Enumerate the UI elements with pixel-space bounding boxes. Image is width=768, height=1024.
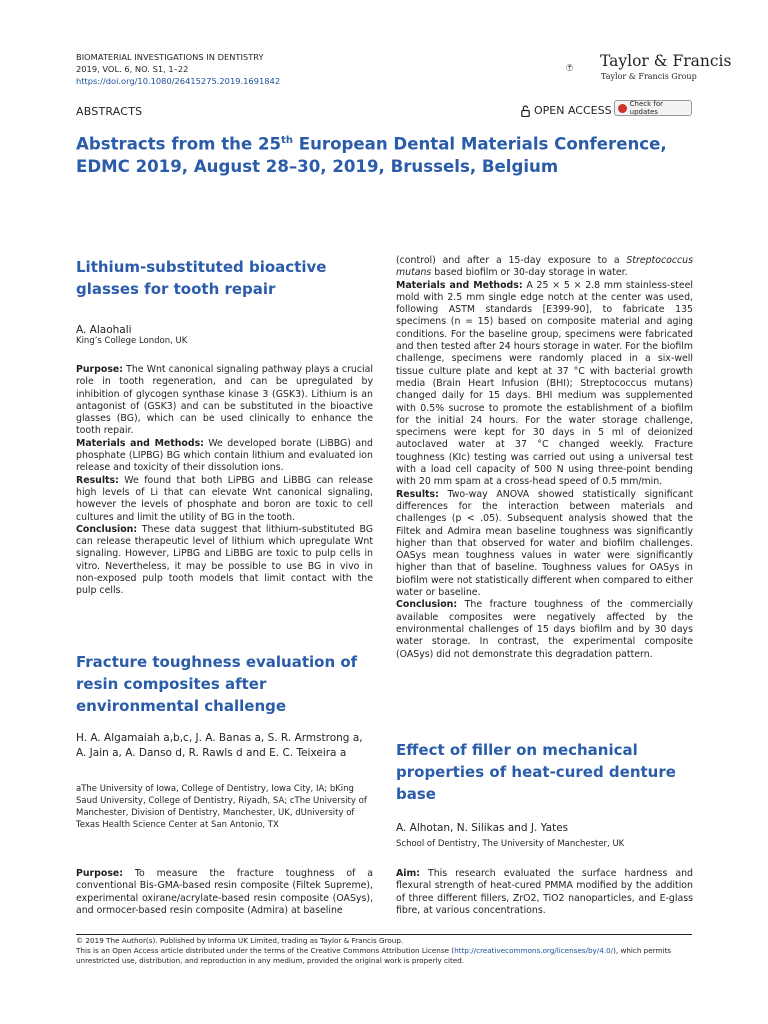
publisher-group: Taylor & Francis Group — [601, 72, 697, 81]
license-line — [76, 946, 692, 966]
results-label: Results: — [396, 488, 439, 500]
license-link[interactable]: http://creativecommons.org/licenses/by/4.0/ — [454, 946, 614, 955]
results-text: We found that both LiPBG and LiBBG can release high levels of Li that can elevate Wnt canonical signaling, however the levels of phosphate and boron are toxic to cell cultures and limit the utility of BG in the tooth. — [76, 474, 373, 523]
title-part2: European Dental Materials Conference, EDMC 2019, August 28–30, 2019, Brussels, Belgium — [76, 134, 667, 176]
journal-name: BIOMATERIAL INVESTIGATIONS IN DENTISTRY — [76, 52, 264, 62]
license-footer — [76, 936, 692, 966]
open-lock-icon — [521, 105, 530, 117]
methods-label: Materials and Methods: — [76, 437, 204, 449]
copyright-line: © 2019 The Author(s). Published by Informa UK Limited, trading as Taylor & Francis Group. — [76, 936, 404, 945]
purpose-cont-italic: Streptococcus mutans — [396, 255, 693, 279]
check-for-updates-label: Check for updates — [629, 100, 664, 116]
abstract1-title: Lithium-substituted bioactive glasses for tooth repair — [76, 258, 327, 298]
abstract2-body-start — [76, 868, 373, 917]
abstract3-affiliation: School of Dentistry, The University of Manchester, UK — [396, 839, 625, 849]
abstract2-authors: H. A. Algamaiah a,b,c, J. A. Banas a, S. R. Armstrong a, A. Jain a, A. Danso d, R. Rawls d and E. C. Teixeira a — [76, 732, 363, 759]
abstract2-title: Fracture toughness evaluation of resin composites after environmental challenge — [76, 653, 358, 715]
purpose-label: Purpose: — [76, 868, 124, 879]
conclusion-text: These data suggest that lithium-substituted BG can release therapeutic level of lithium which upregulate Wnt signaling. However, LiPBG and LiBBG are toxic to pulp cells in vitro. Nevertheless, it may be possible to use BG in vivo in non-exposed pulp tooth models that limit contact with the pulp cells. — [76, 523, 373, 597]
purpose-cont-b: based biofilm or 30-day storage in water. — [431, 267, 628, 279]
title-part1: Abstracts from the 25 — [76, 134, 282, 154]
abstract2-body-cont — [396, 255, 693, 661]
purpose-cont: (control) and after a 15-day exposure to a — [396, 255, 627, 266]
aim-text: This research evaluated the surface hardness and flexural strength of heat-cured PMMA modified by the addition of three different fillers, ZrO2, TiO2 nanoparticles, and E-glass fibre, at various concentrations. — [396, 868, 693, 916]
purpose-label: Purpose: — [76, 364, 124, 375]
conclusion-label: Conclusion: — [396, 599, 458, 611]
methods-text: We developed borate (LiBBG) and phosphate (LIPBG) BG which contain lithium and evaluated ion release and toxicity of their dissolution ions. — [76, 437, 374, 474]
section-label: ABSTRACTS — [76, 105, 143, 118]
title-sup: th — [281, 135, 293, 146]
license-text-b: ), which permits unrestricted use, distribution, and reproduction in any medium, provided the original work is properly cited. — [76, 946, 672, 965]
page-title — [76, 130, 696, 178]
abstract3-body — [396, 868, 693, 917]
abstract1-affiliation: King’s College London, UK — [76, 336, 188, 346]
doi-link[interactable]: https://doi.org/10.1080/26415275.2019.1691842 — [76, 76, 281, 86]
open-access-label: OPEN ACCESS — [534, 104, 612, 117]
publisher-name: Taylor & Francis — [600, 52, 732, 70]
abstract1-body — [76, 364, 373, 598]
abstract3-authors: A. Alhotan, N. Silikas and J. Yates — [396, 822, 569, 834]
update-icon — [618, 104, 627, 113]
open-access-badge — [521, 104, 612, 117]
conclusion-label: Conclusion: — [76, 523, 138, 535]
journal-volume: 2019, VOL. 6, NO. S1, 1–22 — [76, 64, 189, 74]
results-label: Results: — [76, 474, 119, 486]
methods-text: A 25 × 5 × 2.8 mm stainless-steel mold with 2.5 mm single edge notch at the center was used, following ASTM standards [E399-90], to fabricate 135 specimens (n = 15) based on composite material and aging conditions. For the baseline group, specimens were fabricated and then tested after 24 hours storage in water. For the biofilm challenge, specimens were randomly placed in a six-well tissue culture plate and kept at 37 °C with bacterial growth media (Brain Heart Infusion (BHI); Streptococcus mutans) changed daily for 15 days. BHI medium was supplemented with 0.5% sucrose to promote the establishment of a biofilm for the initial 24 hours. For the water storage challenge, specimens were kept for 30 days in 5 ml of deionized autoclaved water at 37 °C changed weekly. Fracture toughness (KIc) testing was carried out using a universal test with a load cell capacity of 500 N using three-point bending with 20 mm spam at a cross-head speed of 0.5 mm/min. — [396, 279, 694, 488]
abstract1-authors: A. Alaohali — [76, 324, 132, 336]
purpose-text: The Wnt canonical signaling pathway plays a crucial role in tooth regeneration, and can be upregulated by inhibition of glycogen synthase kinase 3 (GSK3). Lithium is an antagonist of (GSK3) and can be substituted in the bioactive glasses (BG), which can be used clinically to enhance the tooth repair. — [76, 364, 373, 437]
conclusion-text: The fracture toughness of the commercially available composites were negatively affected by the environmental challenges of 15 days biofilm and by 30 days water storage. In contrast, the experimental composite (OASys) did not demonstrate this degradation pattern. — [396, 599, 693, 660]
purpose-text: To measure the fracture toughness of a conventional Bis-GMA-based resin composite (Filtek Supreme), experimental oxirane/acrylate-based resin composite (OASys), and ormocer-based resin composite (Admira) at baseline — [76, 868, 373, 916]
check-for-updates-button[interactable] — [614, 100, 692, 116]
journal-info — [76, 51, 280, 87]
abstract2-affiliation: aThe University of Iowa, College of Dentistry, Iowa City, IA; bKing Saud University, College of Dentistry, Riyadh, SA; cThe University of Manchester, Division of Dentistry, Manchester, UK, dUniversity of Texas Health Science Center at San Antonio, TX — [76, 784, 367, 830]
abstract3-title: Effect of filler on mechanical properties of heat-cured denture base — [396, 741, 676, 803]
methods-label: Materials and Methods: — [396, 279, 523, 291]
results-text: Two-way ANOVA showed statistically significant differences for the interaction between materials and challenges (p < .05). Subsequent analysis showed that the Filtek and Admira mean baseline toughness was significantly higher than that observed for water and biofilm challenges. OASys mean toughness values in water were significantly higher than that of baseline. Toughness values for OASys in biofilm were not statistically different when compared to either water or baseline. — [396, 488, 693, 599]
footer-divider — [76, 934, 692, 935]
taylor-francis-logo-icon — [566, 53, 598, 83]
aim-label: Aim: — [396, 868, 420, 879]
license-text-a: This is an Open Access article distributed under the terms of the Creative Commons Attribution License ( — [76, 946, 455, 955]
